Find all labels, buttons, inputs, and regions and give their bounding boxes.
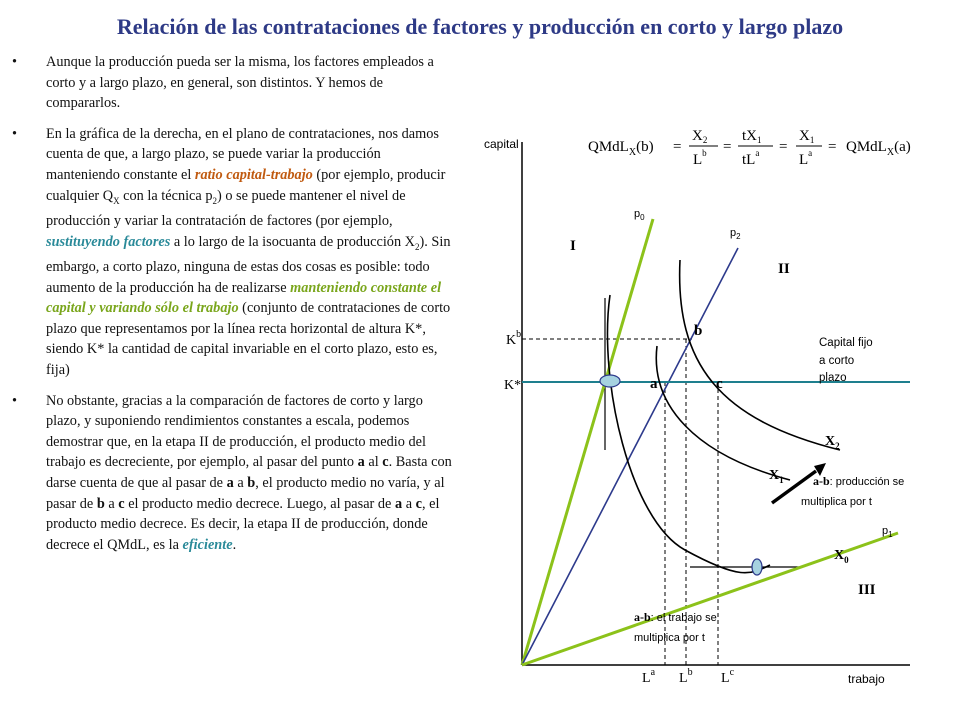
isoquant-label-x2: $X_2$ <box>825 434 840 451</box>
k-label-kstar: K* <box>504 378 522 393</box>
text-run: c <box>118 495 125 512</box>
svg-text:multiplica por t: multiplica por t <box>634 632 705 644</box>
text-run: Aunque la producción pueda ser la misma, los factores empleados a corto y a largo plazo, en general, son distintos. Y hemos de compararlos. <box>46 54 434 112</box>
frac3-num-sub: 1 <box>809 135 815 145</box>
svg-text:X2 <box>692 128 707 145</box>
point-label-b: b <box>694 323 703 339</box>
text-run: a <box>394 495 403 512</box>
frac2-den: tL <box>742 152 756 168</box>
bullet-2 <box>10 124 455 381</box>
frac1-den-sup: b <box>702 148 707 158</box>
formula-eq: = <box>779 139 788 155</box>
text-run: X <box>113 195 120 206</box>
svg-text:multiplica por t: multiplica por t <box>801 496 872 508</box>
text-run: a <box>402 495 416 512</box>
text-run: . <box>232 536 237 553</box>
frac2-den-sup: a <box>755 148 760 158</box>
text-run: 2 <box>212 195 217 206</box>
frac1-num: X <box>692 128 703 144</box>
svg-text:Lb <box>693 148 707 168</box>
page-title: Relación de las contrataciones de factores y producción en corto y largo plazo <box>116 14 844 39</box>
isoquant-label-x0: $X_0$ <box>834 548 849 565</box>
isoquant-diagram <box>470 120 950 700</box>
text-run: c <box>415 495 422 512</box>
explanation-text <box>10 52 455 565</box>
svg-text:QMdLX(a) <box>846 139 911 158</box>
formula-arg-a: (a) <box>894 139 911 155</box>
bullet-3 <box>10 391 455 556</box>
svg-text:a corto: a corto <box>819 355 855 367</box>
text-run: a <box>104 495 119 512</box>
formula-arg-b: (b) <box>636 139 654 155</box>
tangency-marker-p1 <box>752 559 762 575</box>
formula-rhs: QMdL <box>846 139 887 155</box>
bullet-dot: • <box>12 125 18 142</box>
labour-multiplied-note <box>634 610 717 644</box>
text-run: , el producto medio no varía, y al pasar de <box>46 475 445 512</box>
capital-fijo-note <box>819 337 873 384</box>
point-label-c: c <box>716 376 723 392</box>
svg-text:a-b: producción se: a-b: producción se <box>813 474 905 488</box>
text-run: (conjunto de contrataciones de corto plazo que representamos por la línea recta horizontal de altura K*, siendo K* la cantidad de capital invariable en el corto plazo, esto es, fija) <box>46 300 451 379</box>
svg-text:tX1 <box>742 128 762 145</box>
formula-eq: = <box>723 139 732 155</box>
frac1-num-sub: 2 <box>702 135 708 145</box>
text-run: , el producto medio decrece. Es decir, la etapa II de producción, donde decrece el QMdL, es la <box>46 495 440 553</box>
point-label-a: a <box>650 376 658 392</box>
bullet-dot: • <box>12 54 18 70</box>
text-run: eficiente <box>182 536 233 553</box>
frac3-den: L <box>799 152 809 168</box>
formula-eq: = <box>673 139 682 155</box>
text-run: 2 <box>415 241 420 252</box>
text-run: con la técnica p <box>119 187 213 204</box>
text-run: . Basta con darse cuenta de que al pasar de <box>46 454 452 491</box>
formula-sub: X <box>628 147 637 158</box>
x-axis-label: trabajo <box>848 672 885 686</box>
text-run: el producto medio decrece. Luego, al pasar de <box>124 495 395 512</box>
text-run: ratio capital-trabajo <box>194 166 313 183</box>
ray-label-p0: $p_0$ <box>634 208 645 222</box>
stage-label-ii: II <box>778 261 790 277</box>
bullet-text <box>46 54 434 111</box>
l-label-la: $L^a$ <box>642 667 656 686</box>
svg-text:Capital fijo: Capital fijo <box>819 337 873 349</box>
text-run: No obstante, gracias a la comparación de factores de corto y largo plazo, y suponiendo rendimientos constantes a escala, podemos demostrar que, en la etapa II de producción, el producto medio del trabajo es decreciente, por ejemplo, al pasar del punto <box>46 392 426 471</box>
tangency-marker-p0 <box>600 375 620 387</box>
formula-lhs: QMdL <box>588 139 629 155</box>
text-run: c <box>382 454 389 471</box>
text-run: En la gráfica de la derecha, en el plano de contrataciones, nos damos cuenta de que, a largo plazo, se puede variar la producción manteniendo constante el <box>46 125 439 183</box>
text-run: manteniendo constante el capital y variando sólo el trabajo <box>46 279 442 317</box>
ray-p0 <box>522 219 653 665</box>
l-label-lb: $L^b$ <box>679 667 693 686</box>
y-axis-label: capital <box>484 137 519 151</box>
bullet-text <box>46 393 452 553</box>
text-run: ) o se puede mantener el nivel de producción y variar la contratación de factores (por ejemplo, <box>46 187 406 230</box>
text-run: a <box>357 454 365 471</box>
svg-text:plazo: plazo <box>819 372 847 384</box>
formula-rhs-sub: X <box>886 147 895 158</box>
frac1-den: L <box>693 152 703 168</box>
k-label-kb: $K^b$ <box>506 329 522 348</box>
stage-label-iii: III <box>858 582 876 598</box>
bullet-text <box>46 126 450 378</box>
production-multiplied-note <box>801 474 904 508</box>
ray-p2 <box>522 248 738 665</box>
text-run: b <box>96 495 105 512</box>
text-run: (por ejemplo, producir cualquier Q <box>46 166 446 204</box>
text-run: sustituyendo factores <box>46 233 171 250</box>
isoquant-x2 <box>680 260 840 450</box>
frac2-num-sub: 1 <box>757 135 762 145</box>
text-run: b <box>247 475 256 491</box>
text-run: a <box>233 475 248 491</box>
text-run: ). Sin embargo, a corto plazo, ninguna de estas dos cosas es posible: todo aumento de la producción ha de realizarse <box>46 233 451 296</box>
text-run: al <box>364 454 383 471</box>
text-run: a lo largo de la isocuanta de producción X <box>170 233 415 250</box>
svg-text:La <box>799 148 812 168</box>
frac3-den-sup: a <box>808 148 813 158</box>
frac3-num: X <box>799 128 810 144</box>
isoquant-label-x1: $X_1$ <box>769 468 784 485</box>
qmdl-formula <box>588 128 911 168</box>
bullet-dot: • <box>12 392 18 409</box>
svg-text:tLa <box>742 148 759 168</box>
svg-text:X1 <box>799 128 814 145</box>
stage-label-i: I <box>570 238 576 254</box>
formula-eq: = <box>828 139 837 155</box>
frac2-num: tX <box>742 128 757 144</box>
ray-label-p2: $p_2$ <box>730 227 741 241</box>
bullet-1 <box>10 52 455 114</box>
text-run: a <box>226 475 234 491</box>
svg-text:QMdLX(b) <box>588 139 654 158</box>
l-label-lc: $L^c$ <box>721 667 735 686</box>
ray-label-p1: $p_1$ <box>882 525 893 539</box>
svg-text:a-b: el trabajo se: a-b: el trabajo se <box>634 610 717 624</box>
